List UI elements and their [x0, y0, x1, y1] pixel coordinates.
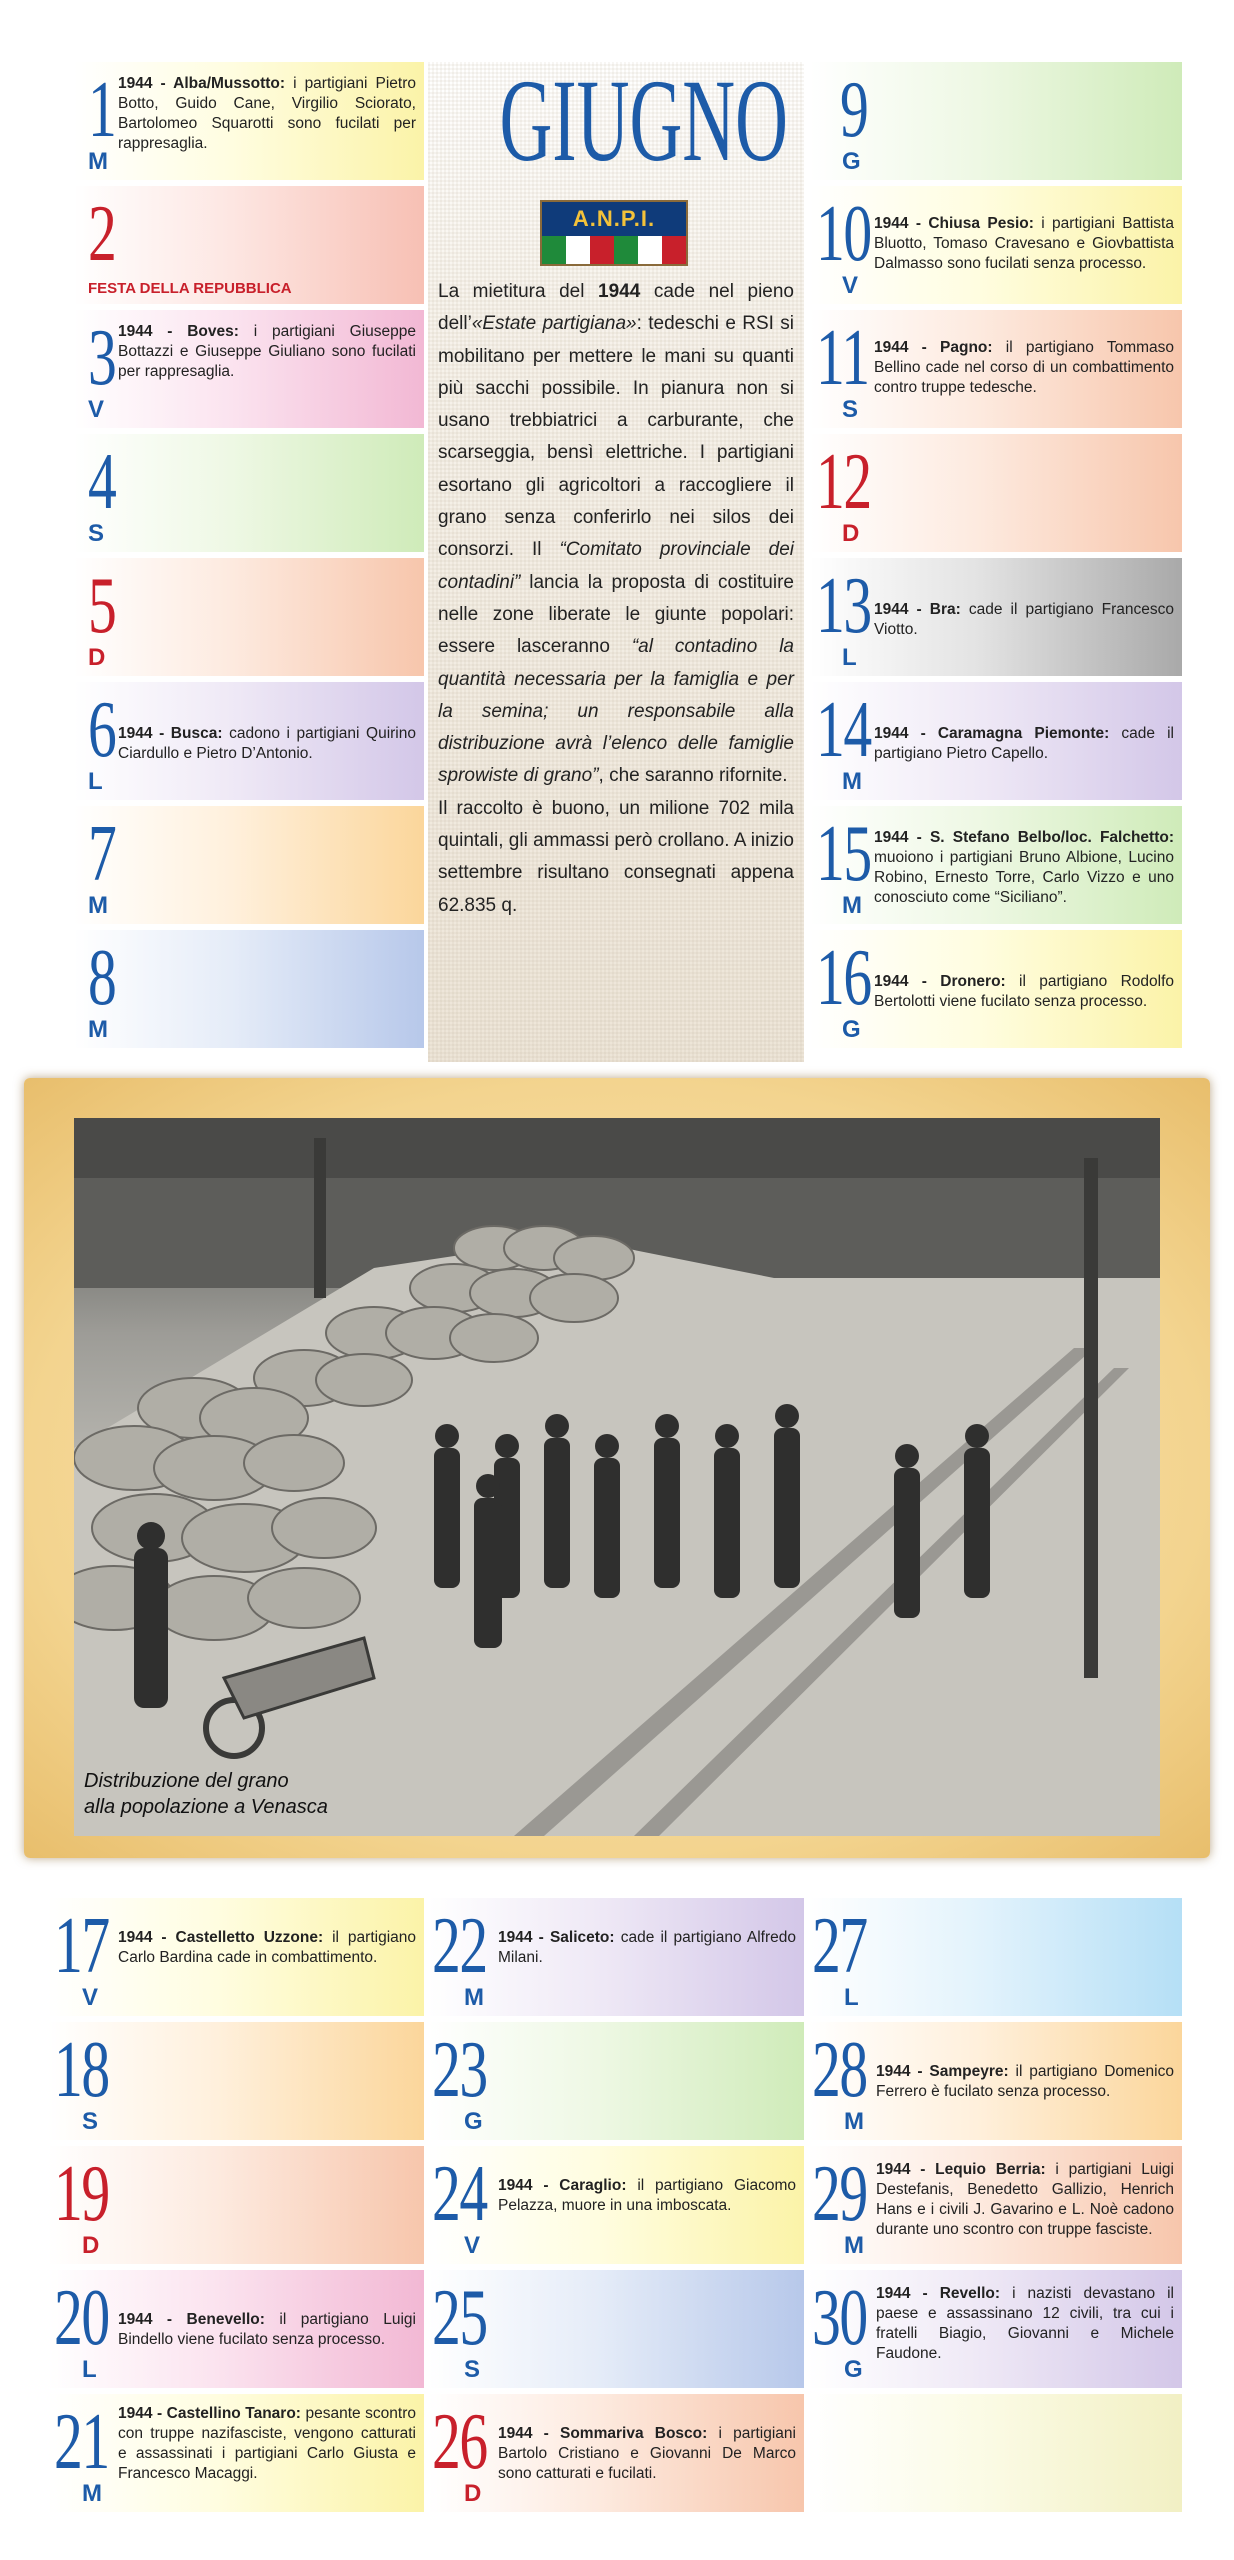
day-cell-20	[48, 2270, 424, 2388]
weekday-letter: G	[464, 2108, 483, 2135]
day-number: 4	[88, 438, 116, 526]
day-number: 14	[816, 686, 871, 774]
day-cell-28	[808, 2022, 1182, 2140]
day-number: 1	[88, 66, 116, 154]
day-note: 1944 - Castellino Tanaro: pesante scontro con truppe nazifasciste, vengono catturati e assassinati i partigiani Carlo Giusta e Francesco Macaggi.	[118, 2405, 416, 2482]
day-note: 1944 - Dronero: il partigiano Rodolfo Bertolotti viene fucilato senza processo.	[874, 973, 1175, 1010]
weekday-letter: M	[842, 892, 862, 919]
day-note: 1944 - Caraglio: il partigiano Giacomo Pelazza, muore in una imboscata.	[498, 2177, 796, 2214]
day-cell-12	[810, 434, 1182, 552]
day-number: 8	[88, 934, 116, 1022]
day-cell-25	[428, 2270, 804, 2388]
day-note: 1944 - Castelletto Uzzone: il partigiano Carlo Bardina cade in combattimento.	[118, 1929, 416, 1966]
day-cell-4	[74, 434, 424, 552]
day-note: 1944 - Sampeyre: il partigiano Domenico Ferrero è fucilato senza processo.	[876, 2063, 1174, 2100]
weekday-letter: M	[88, 1016, 108, 1043]
day-note: 1944 - Saliceto: cade il partigiano Alfredo Milani.	[498, 1929, 797, 1966]
day-cell-6	[74, 682, 424, 800]
day-note: 1944 - Caramagna Piemonte: cade il partigiano Pietro Capello.	[874, 725, 1174, 762]
weekday-letter: G	[842, 148, 861, 175]
weekday-letter: L	[82, 2356, 97, 2383]
weekday-letter: S	[842, 396, 859, 423]
day-number: 26	[432, 2398, 487, 2486]
weekday-letter: G	[844, 2356, 863, 2383]
day-note: 1944 - Boves: i partigiani Giuseppe Bottazzi e Giuseppe Giuliano sono fucilati per rappresaglia.	[118, 323, 416, 380]
day-cell-24	[428, 2146, 804, 2264]
day-number: 13	[816, 562, 871, 650]
day-number: 27	[812, 1902, 867, 1990]
day-cell-3	[74, 310, 424, 428]
day-cell-19	[48, 2146, 424, 2264]
day-number: 7	[88, 810, 116, 898]
day-cell-18	[48, 2022, 424, 2140]
weekday-letter: L	[88, 768, 103, 795]
day-cell-21	[48, 2394, 424, 2512]
day-number: 23	[432, 2026, 487, 2114]
day-cell-26	[428, 2394, 804, 2512]
day-note: 1944 - Sommariva Bosco: i partigiani Bartolo Cristiano e Giovanni De Marco sono catturati e fucilati.	[498, 2425, 796, 2482]
day-note: 1944 - Alba/Mussotto: i partigiani Pietro Botto, Guido Cane, Virgilio Sciorato, Bartolomeo Squarotti sono fucilati per rappresaglia.	[118, 75, 416, 152]
weekday-letter: D	[842, 520, 860, 547]
day-number: 9	[840, 66, 868, 154]
weekday-letter: V	[88, 396, 105, 423]
day-cell-2	[74, 186, 424, 304]
day-note: 1944 - Revello: i nazisti devastano il paese e assassinano 12 civili, tra cui i fratelli Biagio, Giovanni e Michele Faudone.	[876, 2285, 1174, 2362]
day-cell-10	[810, 186, 1182, 304]
weekday-letter: V	[464, 2232, 481, 2259]
italian-flag-icon	[542, 236, 686, 264]
weekday-letter: M	[464, 1984, 484, 2011]
day-note: 1944 - Chiusa Pesio: i partigiani Battista Bluotto, Tomaso Cravesano e Giovbattista Dalmasso sono fucilati senza processo.	[874, 215, 1174, 272]
historical-photo	[74, 1118, 1160, 1836]
day-note: 1944 - Bra: cade il partigiano Francesco Viotto.	[874, 601, 1175, 638]
holiday-label: FESTA DELLA REPUBBLICA	[88, 280, 292, 297]
weekday-letter: M	[842, 768, 862, 795]
day-number: 3	[88, 314, 116, 402]
day-cell-15	[810, 806, 1182, 924]
day-number: 12	[816, 438, 871, 526]
day-number: 19	[54, 2150, 109, 2238]
weekday-letter: V	[842, 272, 859, 299]
day-cell-17	[48, 1898, 424, 2016]
intro-panel	[428, 55, 804, 1062]
weekday-letter: M	[82, 2480, 102, 2507]
day-number: 2	[88, 190, 116, 278]
photo-caption: Distribuzione del grano alla popolazione a Venasca	[84, 1770, 328, 1818]
weekday-letter: M	[88, 148, 108, 175]
day-number: 5	[88, 562, 116, 650]
day-note: 1944 - Pagno: il partigiano Tommaso Bellino cade nel corso di un combattimento contro truppe tedesche.	[874, 339, 1175, 396]
day-cell-27	[808, 1898, 1182, 2016]
day-note: 1944 - Busca: cadono i partigiani Quirino Ciardullo e Pietro D’Antonio.	[118, 725, 416, 762]
weekday-letter: M	[844, 2108, 864, 2135]
weekday-letter: V	[82, 1984, 99, 2011]
weekday-letter: M	[844, 2232, 864, 2259]
day-number: 24	[432, 2150, 487, 2238]
weekday-letter: L	[844, 1984, 859, 2011]
day-number: 18	[54, 2026, 109, 2114]
weekday-letter: L	[842, 644, 857, 671]
weekday-letter: S	[88, 520, 105, 547]
intro-text: La mietitura del 1944 cade nel pieno dell’«Estate partigiana»: tedeschi e RSI si mobilitano per mettere le mani su quanti più sacchi possibile. In pianura non si usano trebbiatrici a carburante, che scarseggia, bensì elettriche. I partigiani esortano gli agricoltori a raccogliere il grano senza conferirlo nei silos dei consorzi. Il “Comitato provinciale dei contadini” lancia la proposta di costituire nelle zone liberate le giunte popolari: essere lasceranno “al contadino la quantità necessaria per la famiglia e per la semina; un responsabile alla distribuzione avrà l’elenco delle famiglie sprowiste di grano”, che saranno rifornite. Il raccolto è buono, un milione 702 mila quintali, gli ammassi però crollano. A inizio settembre risultano consegnati appena 62.835 q.	[438, 281, 794, 916]
grain-distribution-photo	[74, 1118, 1160, 1836]
day-cell-22	[428, 1898, 804, 2016]
weekday-letter: M	[88, 892, 108, 919]
anpi-logo-text: A.N.P.I.	[542, 202, 686, 236]
day-cell-23	[428, 2022, 804, 2140]
day-number: 22	[432, 1902, 487, 1990]
day-number: 21	[54, 2398, 109, 2486]
day-cell-30	[808, 2270, 1182, 2388]
day-number: 20	[54, 2274, 109, 2362]
day-cell-1	[74, 62, 424, 180]
day-number: 30	[812, 2274, 867, 2362]
day-number: 16	[816, 934, 871, 1022]
weekday-letter: D	[464, 2480, 482, 2507]
day-cell-16	[810, 930, 1182, 1048]
day-cell-9	[810, 62, 1182, 180]
day-number: 15	[816, 810, 871, 898]
day-number: 6	[88, 686, 116, 774]
day-number: 17	[54, 1902, 109, 1990]
day-cell-5	[74, 558, 424, 676]
day-number: 10	[816, 190, 871, 278]
weekday-letter: S	[464, 2356, 481, 2383]
empty-cell	[808, 2394, 1182, 2512]
day-cell-13	[810, 558, 1182, 676]
weekday-letter: S	[82, 2108, 99, 2135]
day-number: 29	[812, 2150, 867, 2238]
day-cell-14	[810, 682, 1182, 800]
day-cell-29	[808, 2146, 1182, 2264]
weekday-letter: G	[842, 1016, 861, 1043]
day-note: 1944 - Lequio Berria: i partigiani Luigi Destefanis, Benedetto Gallizio, Henrich Hans e i civili J. Gavarino e L. Noè cadono durante uno scontro con truppe fasciste.	[876, 2161, 1174, 2238]
day-number: 25	[432, 2274, 487, 2362]
day-cell-8	[74, 930, 424, 1048]
day-number: 11	[816, 314, 869, 402]
day-note: 1944 - Benevello: il partigiano Luigi Bindello viene fucilato senza processo.	[118, 2311, 416, 2348]
month-title: GIUGNO	[499, 55, 788, 186]
day-note: 1944 - S. Stefano Belbo/loc. Falchetto: muoiono i partigiani Bruno Albione, Lucino Robino, Ernesto Torre, Carlo Vizzo e uno conosciuto come “Siciliano”.	[874, 829, 1174, 906]
weekday-letter: D	[82, 2232, 100, 2259]
day-cell-7	[74, 806, 424, 924]
day-number: 28	[812, 2026, 867, 2114]
day-cell-11	[810, 310, 1182, 428]
anpi-logo	[540, 200, 688, 266]
weekday-letter: D	[88, 644, 106, 671]
